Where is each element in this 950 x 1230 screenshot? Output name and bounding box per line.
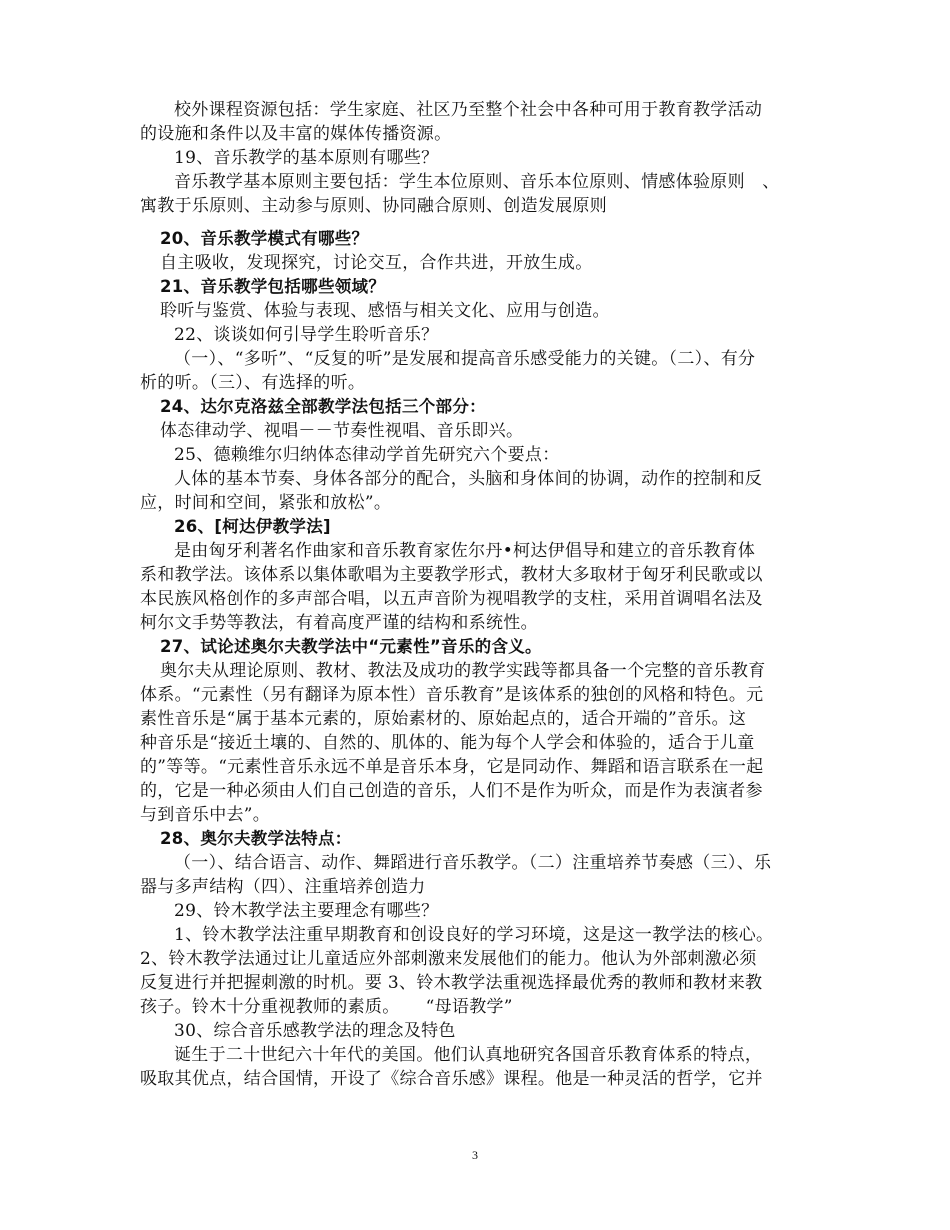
question-heading: 24、达尔克洛兹全部教学法包括三个部分： [160,397,486,416]
text-line: 本民族风格创作的多声部合唱，以五声音阶为视唱教学的支柱，采用首调唱名法及 [140,589,763,609]
text-line: 是由匈牙利著名作曲家和音乐教育家佐尔丹•柯达伊倡导和建立的音乐教育体 [174,541,756,561]
text-line: 吸取其优点，结合国情，开设了《综合音乐感》课程。他是一种灵活的哲学，它并 [140,1069,763,1089]
text-line: 体系。“元素性（另有翻译为原本性）音乐教育”是该体系的独创的风格和特色。元 [140,685,764,705]
question-heading: 26、[柯达伊教学法] [174,517,331,536]
text-line: 人体的基本节奏、身体各部分的配合，头脑和身体间的协调，动作的控制和反 [174,469,763,489]
question-heading: 19、音乐教学的基本原则有哪些？ [174,148,439,168]
text-line: 音乐教学基本原则主要包括：学生本位原则、音乐本位原则、情感体验原则 、 [174,172,780,192]
question-heading: 22、谈谈如何引导学生聆听音乐？ [174,325,439,345]
question-heading: 21、音乐教学包括哪些领域？ [160,277,386,296]
question-heading: 25、德赖维尔归纳体态律动学首先研究六个要点： [174,445,560,465]
text-line: 诞生于二十世纪六十年代的美国。他们认真地研究各国音乐教育体系的特点， [174,1045,763,1065]
text-line: （一）、结合语言、动作、舞蹈进行音乐教学。（二）注重培养节奏感（三）、乐 [174,853,772,873]
text-line: 应，时间和空间，紧张和放松”。 [140,493,392,513]
text-line: 的，它是一种必须由人们自己创造的音乐，人们不是作为听众，而是作为表演者参 [140,781,763,801]
text-line: 体态律动学、视唱－－节奏性视唱、音乐即兴。 [160,421,524,441]
text-line: 柯尔文手势等教法，有着高度严谨的结构和系统性。 [140,613,538,633]
question-heading: 28、奥尔夫教学法特点： [160,829,352,848]
text-line: 与到音乐中去”。 [140,805,271,825]
text-line: 1、铃木教学法注重早期教育和创设良好的学习环境，这是这一教学法的核心。 [174,925,774,945]
text-line: 种音乐是“接近土壤的、自然的、肌体的、能为每个人学会和体验的，适合于儿童 [140,733,755,753]
text-line: 自主吸收，发现探究，讨论交互，合作共进，开放生成。 [160,253,593,273]
text-line: 校外课程资源包括：学生家庭、社区乃至整个社会中各种可用于教育教学活动 [174,100,763,120]
text-line: 奥尔夫从理论原则、教材、教法及成功的教学实践等都具备一个完整的音乐教育 [160,661,766,681]
text-line: 的”等等。“元素性音乐永远不单是音乐本身，它是同动作、舞蹈和语言联系在一起 [140,757,764,777]
question-heading: 29、铃木教学法主要理念有哪些？ [174,901,439,921]
page-number: 3 [472,1148,478,1162]
question-heading: 27、试论述奥尔夫教学法中“元素性”音乐的含义。 [160,637,542,656]
text-line: （一）、“多听”、“反复的听”是发展和提高音乐感受能力的关键。（二）、有分 [174,349,756,369]
text-line: 析的听。（三）、有选择的听。 [140,373,366,393]
text-line: 系和教学法。该体系以集体歌唱为主要教学形式，教材大多取材于匈牙利民歌或以 [140,565,763,585]
text-line: 寓教于乐原则、主动参与原则、协同融合原则、创造发展原则 [140,196,608,216]
text-line: 聆听与鉴赏、体验与表现、感悟与相关文化、应用与创造。 [160,301,610,321]
question-heading: 20、音乐教学模式有哪些？ [160,229,369,248]
text-line: 反复进行并把握刺激的时机。要 3、铃木教学法重视选择最优秀的教师和教材来教 [140,973,763,993]
text-line: 的设施和条件以及丰富的媒体传播资源。 [140,124,452,144]
text-line: 器与多声结构（四）、注重培养创造力 [140,877,426,897]
question-heading: 30、综合音乐感教学法的理念及特色 [174,1021,456,1041]
text-line: 孩子。铃木十分重视教师的素质。 “母语教学” [140,997,513,1017]
text-line: 素性音乐是“属于基本元素的，原始素材的、原始起点的，适合开端的”音乐。这 [140,709,747,729]
text-line: 2、铃木教学法通过让儿童适应外部刺激来发展他们的能力。他认为外部刺激必须 [140,949,757,969]
